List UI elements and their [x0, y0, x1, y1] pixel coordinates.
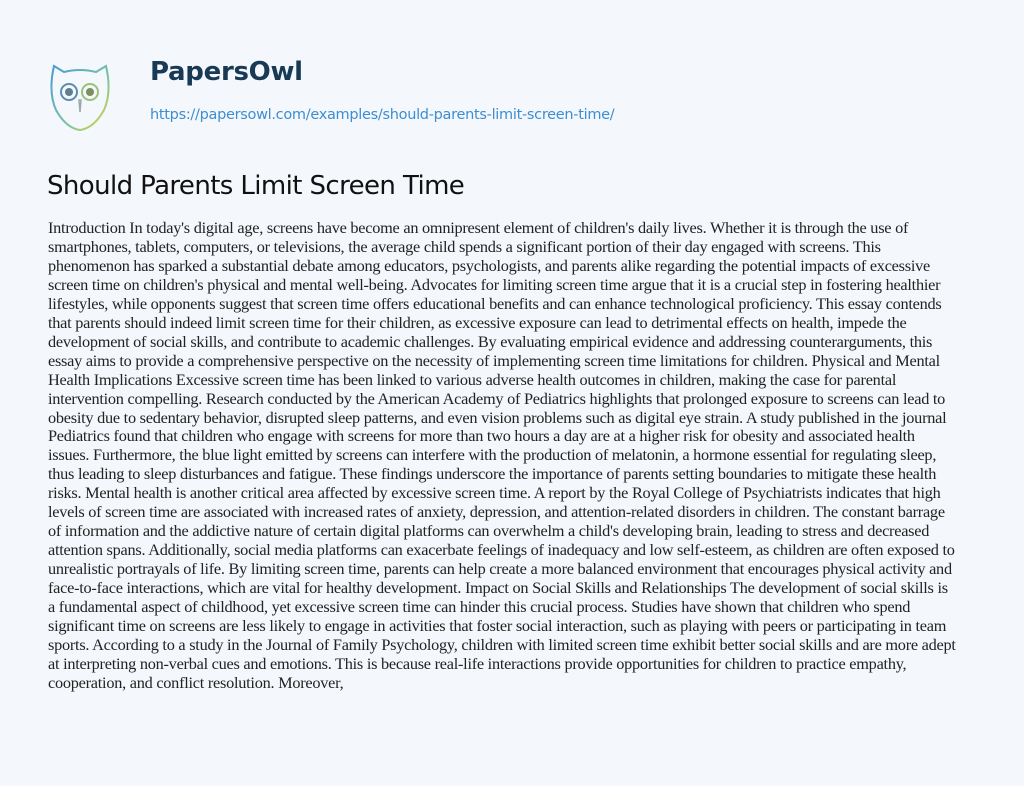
article-text-line: at interpreting non-verbal cues and emotions. This is because real-life interactions provide opportunities for children to practice empathy,: [48, 653, 907, 673]
article-body: [48, 219, 956, 693]
article-text-line: unrealistic portrayals of life. By limiting screen time, parents can help create a more balanced environment that encourages physical activity and: [48, 559, 952, 579]
article-text-line: levels of screen time are associated with increased rates of anxiety, depression, and attention-related disorders in children. The constant barrage: [48, 502, 945, 522]
article-title: Should Parents Limit Screen Time: [47, 171, 465, 201]
article-text-line: Introduction In today's digital age, screens have become an omnipresent element of children's daily lives. Whether it is through the use of: [48, 218, 909, 237]
article-text-line: essay aims to provide a comprehensive perspective on the necessity of implementing screen time limitations for children. Physical and Mental: [48, 350, 940, 370]
papersowl-logo-icon[interactable]: [48, 62, 112, 132]
article-text-line: phenomenon has sparked a substantial debate among educators, psychologists, and parents alike regarding the potential impacts of excessive: [48, 255, 930, 275]
article-text-line: cooperation, and conflict resolution. Moreover,: [48, 672, 344, 692]
article-text-line: attention spans. Additionally, social media platforms can exacerbate feelings of inadequacy and low self-esteem, as children are often exposed to: [48, 540, 955, 560]
article-text-line: Health Implications Excessive screen time has been linked to various adverse health outcomes in children, making the case for parental: [48, 369, 897, 389]
article-text-line: significant time on screens are less likely to engage in activities that foster social interaction, such as playing with peers or participating in team: [48, 616, 947, 636]
article-text-line: smartphones, tablets, computers, or televisions, the average child spends a significant portion of their day engaged with screens. This: [48, 236, 881, 256]
brand-name[interactable]: PapersOwl: [150, 57, 303, 87]
article-text-line: thus leading to sleep disturbances and fatigue. These findings underscore the importance of parents setting boundaries to mitigate these health: [48, 464, 937, 484]
article-text-line: issues. Furthermore, the blue light emitted by screens can interfere with the production of melatonin, a hormone essential for regulating sleep,: [48, 445, 937, 465]
article-text-line: of information and the addictive nature of certain digital platforms can overwhelm a child's developing brain, leading to stress and decreased: [48, 521, 930, 541]
article-text-line: that parents should indeed limit screen time for their children, as excessive exposure can lead to detrimental effects on health, impede the: [48, 312, 907, 332]
article-text-line: sports. According to a study in the Journal of Family Psychology, children with limited screen time exhibit better social skills and are more adept: [48, 634, 956, 654]
article-text-line: Pediatrics found that children who engage with screens for more than two hours a day are at a higher risk for obesity and associated health: [48, 426, 915, 446]
article-text-line: a fundamental aspect of childhood, yet excessive screen time can hinder this crucial process. Studies have shown that children who spend: [48, 597, 911, 617]
article-text-line: lifestyles, while opponents suggest that screen time offers educational benefits and can enhance technological proficiency. This essay contends: [48, 293, 942, 313]
article-text-line: screen time on children's physical and mental well-being. Advocates for limiting screen time argue that it is a crucial step in fostering healthier: [48, 274, 941, 294]
page-url-link[interactable]: https://papersowl.com/examples/should-parents-limit-screen-time/: [150, 107, 615, 123]
article-text-line: development of social skills, and contribute to academic challenges. By evaluating empirical evidence and addressing counterarguments, this: [48, 331, 933, 351]
article-text-line: intervention compelling. Research conducted by the American Academy of Pediatrics highlights that prolonged exposure to screens can lead to: [48, 388, 946, 408]
article-text-line: risks. Mental health is another critical area affected by excessive screen time. A report by the Royal College of Psychiatrists indicates that high: [48, 483, 941, 503]
article-text-line: obesity due to sedentary behavior, disrupted sleep patterns, and even vision problems such as digital eye strain. A study published in the journal: [48, 407, 947, 427]
article-text-line: face-to-face interactions, which are vital for healthy development. Impact on Social Skills and Relationships The development of social skills is: [48, 578, 948, 598]
